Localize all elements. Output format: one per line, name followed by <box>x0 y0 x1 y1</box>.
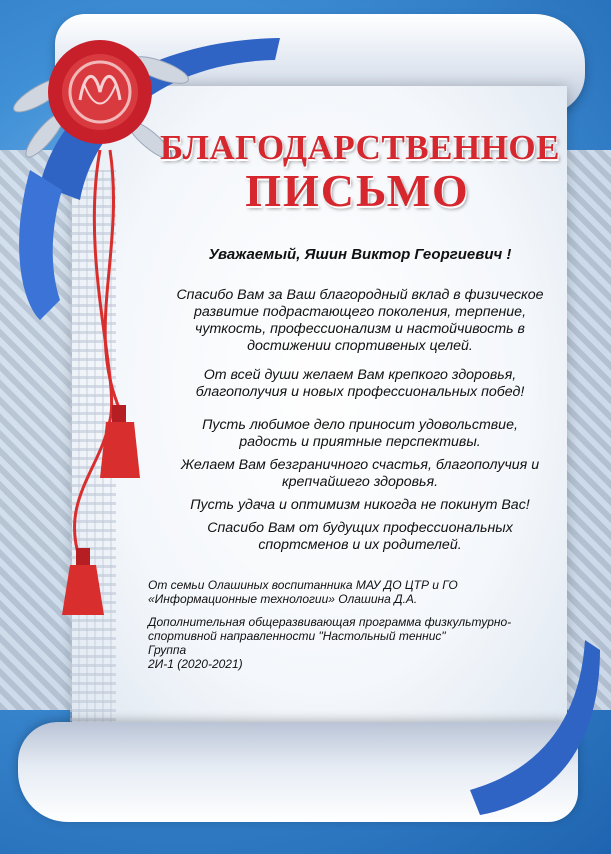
text-line: спортсменов и их родителей. <box>258 537 462 553</box>
footer-program <box>148 615 568 671</box>
paragraph-happiness <box>145 457 575 491</box>
title-line-1: БЛАГОДАРСТВЕННОЕ <box>160 128 560 167</box>
text-line: Пусть удача и оптимизм никогда не покинут Вас! <box>190 497 530 513</box>
text-line: развитие подрастающего поколения, терпение, <box>193 304 527 320</box>
text-line: Группа <box>148 643 187 657</box>
greeting: Уважаемый, Яшин Виктор Георгиевич ! <box>208 246 512 263</box>
paragraph-luck <box>145 497 575 514</box>
paragraph-thanks-from-athletes <box>145 520 575 554</box>
text-line: Спасибо Вам от будущих профессиональных <box>207 520 513 536</box>
text-line: Пусть любимое дело приносит удовольствие, <box>202 417 518 433</box>
text-line: «Информационные технологии» Олашина Д.А. <box>148 592 418 606</box>
tassel-icon <box>62 548 104 615</box>
text-line: 2И-1 (2020-2021) <box>148 657 243 671</box>
paragraph-favorite-work <box>145 417 575 451</box>
text-line: благополучия и новых профессиональных побед! <box>195 384 525 400</box>
text-line: Спасибо Вам за Ваш благородный вклад в физическое <box>176 287 544 303</box>
text-line: достижении спортивеных целей. <box>247 338 473 354</box>
text-line: От семьи Олашиных воспитанника МАУ ДО ЦТР и ГО <box>148 578 458 592</box>
text-line: чуткость, профессионализм и настойчивость в <box>195 321 525 337</box>
paragraph-gratitude <box>145 287 575 355</box>
blue-ribbon-left <box>19 170 62 320</box>
text-line: спортивной направленности "Настольный теннис" <box>148 629 446 643</box>
text-line: крепчайшего здоровья. <box>281 474 439 490</box>
red-cord-right <box>105 150 120 410</box>
text-line: Желаем Вам безграничного счастья, благополучия и <box>180 457 540 473</box>
text-line: радость и приятные перспективы. <box>239 434 481 450</box>
wax-seal-icon <box>48 40 152 144</box>
paragraph-wishes-health <box>145 367 575 401</box>
text-line: От всей души желаем Вам крепкого здоровья, <box>203 367 517 383</box>
footer-from <box>148 578 568 606</box>
text-line: Дополнительная общеразвивающая программа физкультурно- <box>148 615 512 629</box>
title-line-2: ПИСЬМО <box>245 165 470 216</box>
tassel-icon <box>100 405 140 478</box>
